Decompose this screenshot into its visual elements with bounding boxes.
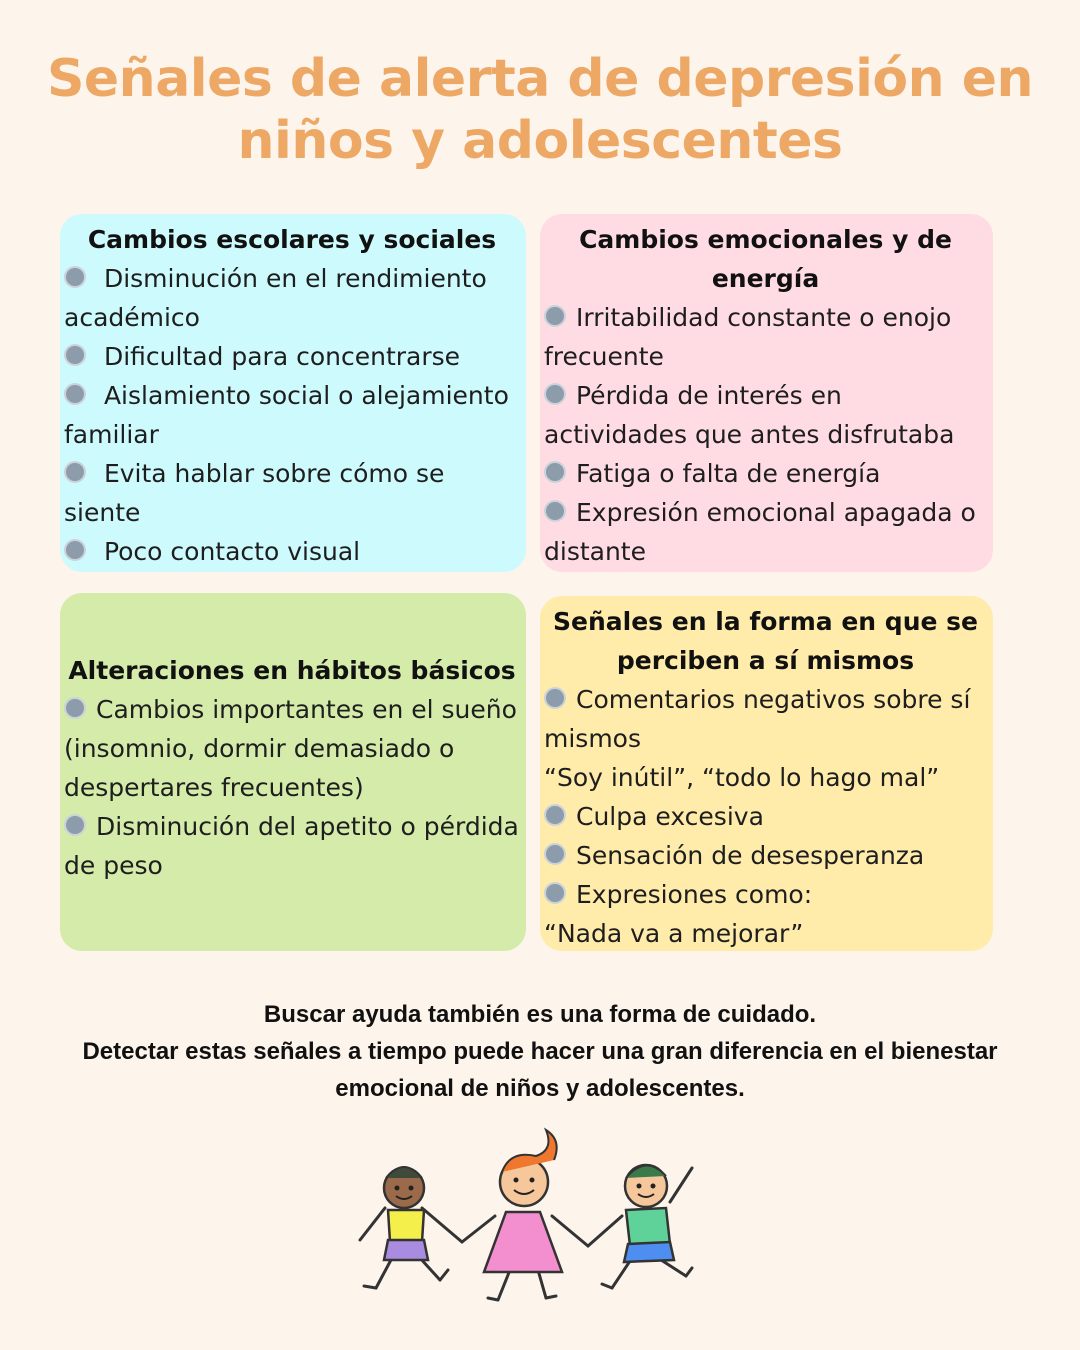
list-item: Expresión emocional apagada o distante [544,498,976,566]
bullet-icon [64,461,86,483]
list-item: Fatiga o falta de energía [544,454,987,493]
bullet-icon [64,539,86,561]
bullet-icon [544,882,566,904]
list-item: Aislamiento social o alejamiento familiar [64,381,509,449]
quote-text: “Nada va a mejorar” [544,919,804,948]
list-item: Sensación de desesperanza [544,836,987,875]
card-self-perception [540,596,993,951]
list-item: Evita hablar sobre cómo se siente [64,459,445,527]
bullet-icon [64,266,86,288]
card-heading: Señales en la forma en que se perciben a sí mismos [553,607,978,675]
bullet-icon [544,804,566,826]
list-item: Irritabilidad constante o enojo frecuente [544,303,952,371]
card-emotional-energy [540,214,993,572]
list-item: Poco contacto visual [64,532,520,571]
three-kids-holding-hands-icon [340,1120,720,1310]
bullet-icon [544,383,566,405]
bullet-icon [544,500,566,522]
bullet-icon [64,697,86,719]
bullet-icon [544,843,566,865]
bullet-icon [544,461,566,483]
bullet-icon [64,814,86,836]
card-school-social [60,214,526,572]
footer-message [40,996,1040,1107]
card-basic-habits [60,593,526,951]
card-heading: Alteraciones en hábitos básicos [68,656,516,685]
footer-line: Buscar ayuda también es una forma de cuidado. [263,1001,817,1028]
list-item: Culpa excesiva [544,797,987,836]
bullet-icon [64,383,86,405]
bullet-icon [64,344,86,366]
list-item: Cambios importantes en el sueño (insomnio, dormir demasiado o despertares frecuentes) [64,695,517,802]
list-item: Disminución del apetito o pérdida de peso [64,812,519,880]
bullet-icon [544,305,566,327]
footer-line: Detectar estas señales a tiempo puede hacer una gran diferencia en el bienestar emocional de niños y adolescentes. [82,1038,998,1102]
page-title: Señales de alerta de depresión en niños y adolescentes [46,49,1034,171]
quote-text: “Soy inútil”, “todo lo hago mal” [544,763,940,792]
card-heading: Cambios emocionales y de energía [579,225,952,293]
list-item: Comentarios negativos sobre sí mismos “Soy inútil”, “todo lo hago mal” [544,680,987,797]
bullet-icon [544,687,566,709]
list-item: Disminución en el rendimiento académico [64,264,487,332]
list-item: Pérdida de interés en actividades que antes disfrutaba [544,381,955,449]
list-item: Expresiones como: “Nada va a mejorar” [544,875,987,951]
list-item: Dificultad para concentrarse [64,337,520,376]
card-heading: Cambios escolares y sociales [87,225,497,254]
